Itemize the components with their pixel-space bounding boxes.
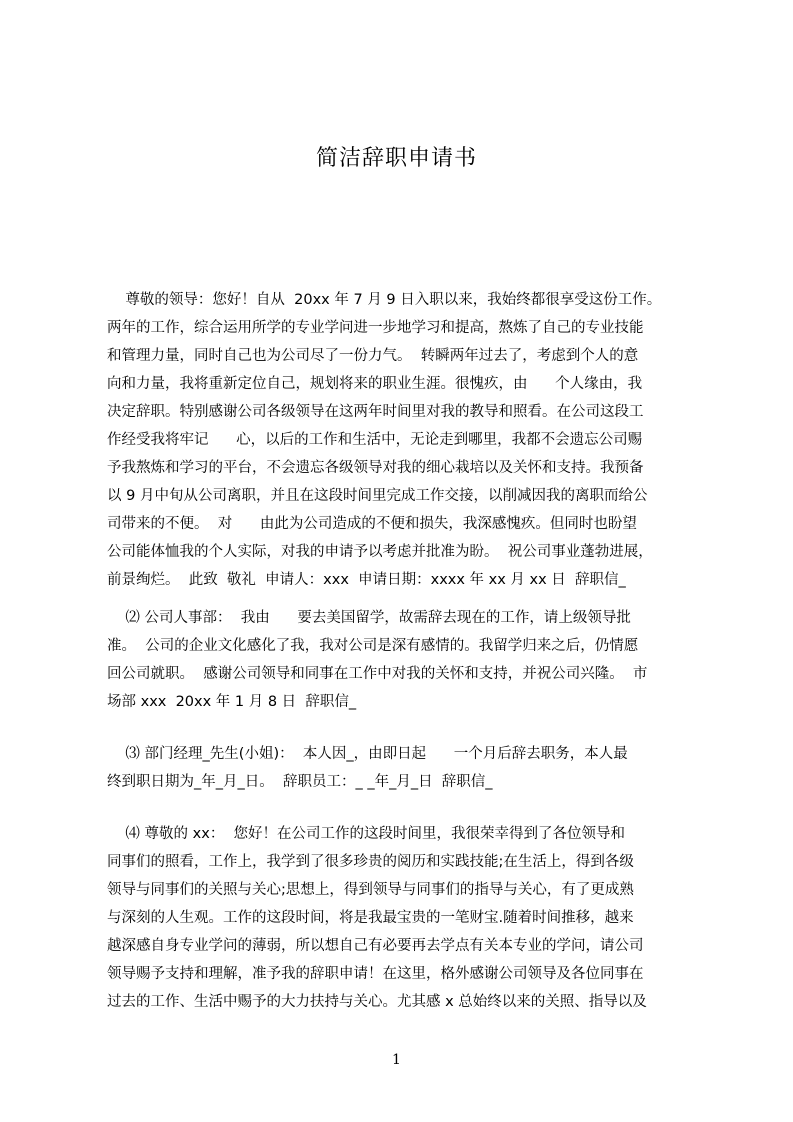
page-number: 1 [392,1052,401,1068]
text-line: 和管理力量，同时自己也为公司尽了一份力气。 转瞬两年过去了，考虑到个人的意 [107,348,639,364]
text-line: ⑶ 部门经理_先生(小姐)： 本人因_，由即日起 一个月后辞去职务，本人最 [107,746,628,762]
text-line: 予我熬炼和学习的平台，不会遗忘各级领导对我的细心栽培以及关怀和支持。我预备 [107,460,644,476]
text-line: 场部 xxx 20xx 年 1 月 8 日 辞职信_ [107,694,357,710]
text-line: 领导赐予支持和理解，准予我的辞职申请！在这里，格外感谢公司领导及各位同事在 [107,966,644,982]
text-line: 过去的工作、生活中赐予的大力扶持与关心。尤其感 x 总始终以来的关照、指导以及 [107,994,647,1010]
paragraph-3 [107,740,712,796]
text-line: 司带来的不便。 对 由此为公司造成的不便和损失，我深感愧疚。但同时也盼望 [107,516,637,532]
text-line: 回公司就职。 感谢公司领导和同事在工作中对我的关怀和支持，并祝公司兴隆。 市 [107,666,648,682]
text-line: 与深刻的人生观。工作的这段时间，将是我最宝贵的一笔财宝.随着时间推移，越来 [107,910,634,926]
text-line: 同事们的照看，工作上，我学到了很多珍贵的阅历和实践技能;在生活上，得到各级 [107,854,634,870]
paragraph-1 [107,286,712,594]
text-line: 终到职日期为_年_月_日。 辞职员工：_ _年_月_日 辞职信_ [107,774,493,790]
text-line: ⑵ 公司人事部： 我由 要去美国留学，故需辞去现在的工作，请上级领导批 [107,610,631,626]
text-line: 前景绚烂。 此致 敬礼 申请人：xxx 申请日期：xxxx 年 xx 月 xx 日 辞职信_ [107,572,626,588]
text-line: 公司能体恤我的个人实际，对我的申请予以考虑并批准为盼。 祝公司事业蓬勃进展， [107,544,653,560]
text-line: 以 9 月中旬从公司离职，并且在这段时间里完成工作交接，以削减因我的离职而给公 [107,488,648,504]
paragraph-2 [107,604,712,716]
text-line: 两年的工作，综合运用所学的专业学问进一步地学习和提高，熬炼了自己的专业技能 [107,320,644,336]
text-line: 尊敬的领导：您好！自从 20xx 年 7 月 9 日入职以来，我始终都很享受这份工作。 [107,292,662,308]
text-line: 向和力量，我将重新定位自己，规划将来的职业生涯。很愧疚，由 个人缘由，我 [107,376,643,392]
text-line: 领导与同事们的关照与关心;思想上，得到领导与同事们的指导与关心，有了更成熟 [107,882,634,898]
text-line: ⑷ 尊敬的 xx： 您好！在公司工作的这段时间里，我很荣幸得到了各位领导和 [107,826,626,842]
text-line: 作经受我将牢记 心，以后的工作和生活中，无论走到哪里，我都不会遗忘公司赐 [107,432,643,448]
page-title: 简洁辞职申请书 [315,146,477,171]
text-line: 决定辞职。特别感谢公司各级领导在这两年时间里对我的教导和照看。在公司这段工 [107,404,644,420]
text-line: 越深感自身专业学问的薄弱，所以想自己有必要再去学点有关本专业的学问，请公司 [107,938,644,954]
text-line: 准。 公司的企业文化感化了我，我对公司是深有感情的。我留学归来之后，仍情愿 [107,638,639,654]
paragraph-4 [107,820,712,1016]
